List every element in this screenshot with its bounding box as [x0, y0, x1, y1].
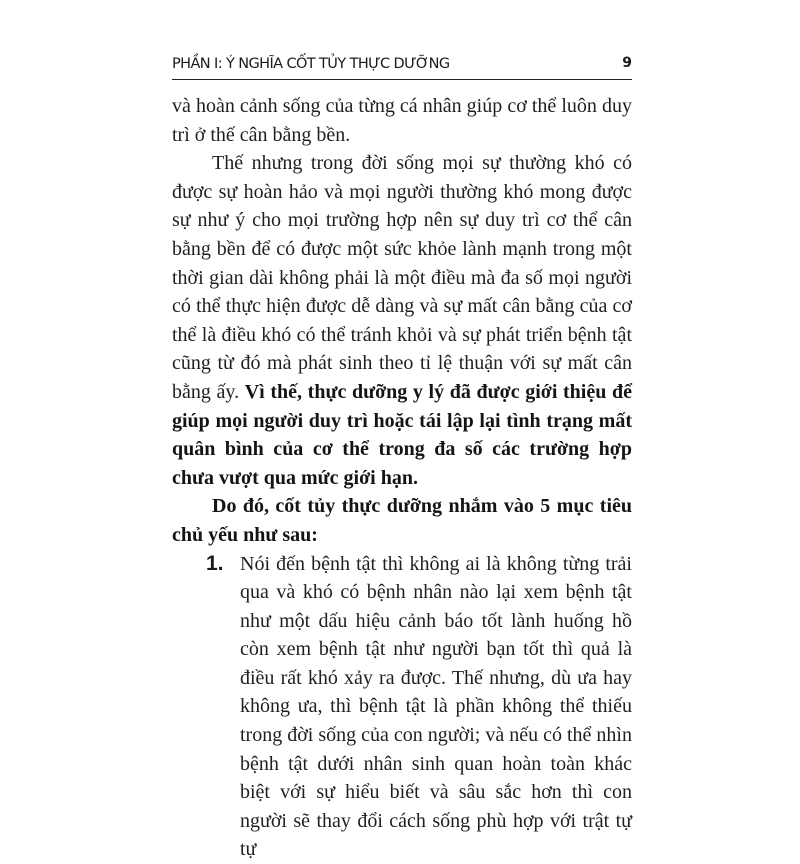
- paragraph-3-bold: Do đó, cốt tủy thực dưỡng nhắm vào 5 mục tiêu chủ yếu như sau:: [172, 495, 632, 546]
- running-header: [172, 54, 632, 78]
- paragraph-2-bold: Vì thế, thực dưỡng y lý đã được giới thiệu để giúp mọi người duy trì hoặc tái lập lại tình trạng mất quân bình của cơ thể trong đa số các trường hợp chưa vượt qua mức giới hạn.: [172, 381, 632, 489]
- body-text: [172, 92, 632, 864]
- page-number: 9: [622, 55, 632, 71]
- list-item-number: 1.: [206, 550, 224, 579]
- paragraph-continuation: và hoàn cảnh sống của từng cá nhân giúp cơ thể luôn duy trì ở thế cân bằng bền.: [172, 92, 632, 149]
- list-item-text: Nói đến bệnh tật thì không ai là không từng trải qua và khó có bệnh nhân nào lại xem bệnh tật như một dấu hiệu cảnh báo tốt lành huống hồ còn xem bệnh tật như người bạn tốt thì quả là điều rất khó xảy ra được. Thế nhưng, dù ưa hay không ưa, thì bệnh tật là phần không thể thiếu trong đời sống của con người; và nếu có thể nhìn bệnh tật dưới nhân sinh quan hoàn toàn khác biệt với sự hiểu biết và sâu sắc hơn thì con người sẽ thay đổi cách sống phù hợp với trật tự tự: [240, 550, 632, 864]
- chapter-title: PHẦN I: Ý NGHĨA CỐT TỦY THỰC DƯỠNG: [172, 56, 449, 72]
- header-rule: [172, 79, 632, 80]
- paragraph-2: [172, 149, 632, 492]
- paragraph-3: [172, 492, 632, 549]
- list-item: [172, 550, 632, 864]
- paragraph-2-regular: Thế nhưng trong đời sống mọi sự thường khó có được sự hoàn hảo và mọi người thường khó mong được sự như ý cho mọi trường hợp nên sự duy trì cơ thể cân bằng bền để có được một sức khỏe lành mạnh trong một thời gian dài không phải là một điều mà đa số mọi người có thể thực hiện được dễ dàng và sự mất cân bằng của cơ thể là điều khó có thể tránh khỏi và sự phát triển bệnh tật cũng từ đó mà phát sinh theo tỉ lệ thuận với sự mất cân bằng ấy.: [172, 152, 632, 403]
